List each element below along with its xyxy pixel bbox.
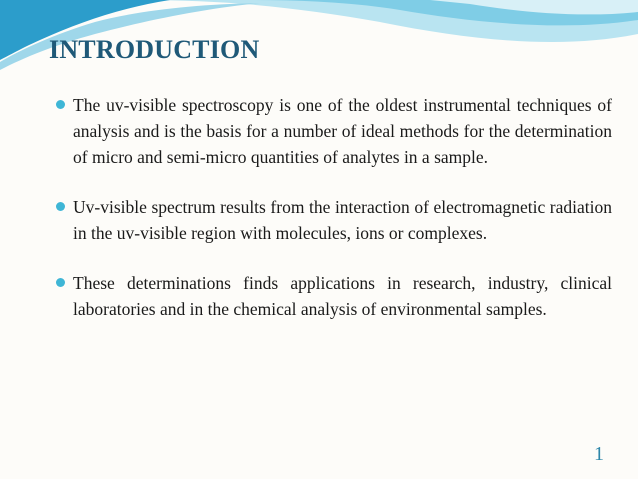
bullet-item — [52, 92, 612, 170]
bullet-item — [52, 270, 612, 322]
bullet-text: Uv-visible spectrum results from the interaction of electromagnetic radiation in the uv-visible region with molecules, ions or complexes. — [73, 197, 612, 243]
bullet-text: These determinations finds applications in research, industry, clinical laboratories and in the chemical analysis of environmental samples. — [73, 273, 612, 319]
bullet-dot-icon — [56, 202, 65, 211]
bullet-dot-icon — [56, 100, 65, 109]
slide-title: INTRODUCTION — [49, 35, 260, 64]
bullet-dot-icon — [56, 278, 65, 287]
bullet-list — [52, 92, 612, 346]
bullet-text: The uv-visible spectroscopy is one of the oldest instrumental techniques of analysis and is the basis for a number of ideal methods for the determination of micro and semi-micro quantities of analytes in a sample. — [73, 95, 612, 167]
slide-number: 1 — [594, 443, 604, 465]
bullet-item — [52, 194, 612, 246]
